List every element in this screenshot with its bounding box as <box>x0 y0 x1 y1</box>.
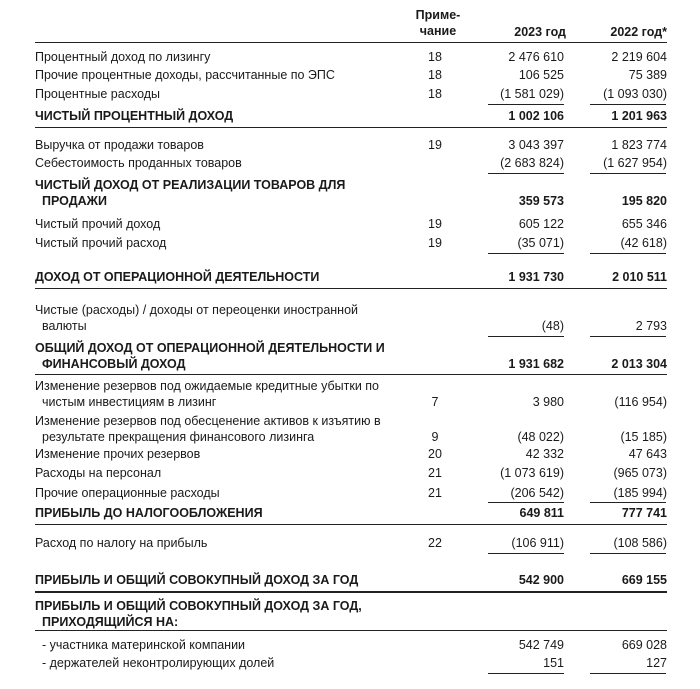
row-label-line1: Чистые (расходы) / доходы от переоценки иностранной <box>35 303 359 317</box>
row-note: 20 <box>428 447 442 461</box>
section-rule <box>35 630 667 631</box>
row-value-2023: 3 043 397 <box>508 138 564 152</box>
row-value-2023: 1 002 106 <box>508 109 564 123</box>
row-value-2023: 359 573 <box>518 194 564 208</box>
row-note: 18 <box>428 68 442 82</box>
row-label: Изменение прочих резервов <box>35 447 201 461</box>
row-value-2023: 42 332 <box>525 447 564 461</box>
row-value-2023: (106 911) <box>511 536 564 550</box>
section-rule <box>35 374 667 375</box>
subtotal-rule <box>488 173 564 174</box>
row-value-2022: 1 823 774 <box>611 138 667 152</box>
row-value-2023: 151 <box>543 656 564 670</box>
row-value-2022: (108 586) <box>613 536 667 550</box>
row-label <box>35 378 410 410</box>
row-label-line1: ОБЩИЙ ДОХОД ОТ ОПЕРАЦИОННОЙ ДЕЯТЕЛЬНОСТИ И <box>35 341 385 355</box>
row-value-2023: (48) <box>541 319 564 333</box>
row-value-2022: 75 389 <box>628 68 667 82</box>
row-note: 21 <box>428 486 442 500</box>
header-2023: 2023 год <box>514 25 566 39</box>
row-label: Чистый прочий доход <box>35 217 161 231</box>
section-rule <box>35 288 667 289</box>
row-value-2022: 2 013 304 <box>611 357 667 371</box>
row-label: Процентные расходы <box>35 87 161 101</box>
header-rule <box>35 42 667 43</box>
subtotal-rule <box>590 673 666 674</box>
row-value-2023: (206 542) <box>510 486 564 500</box>
row-label-line2: чистым инвестициям в лизинг <box>42 395 217 409</box>
row-label: Расход по налогу на прибыль <box>35 536 208 550</box>
subtotal-rule <box>590 173 666 174</box>
row-note: 19 <box>428 236 442 250</box>
row-label <box>35 177 410 209</box>
row-label <box>35 413 410 445</box>
row-value-2023: 542 749 <box>518 638 564 652</box>
row-value-2022: 1 201 963 <box>611 109 667 123</box>
row-value-2022: (1 093 030) <box>603 87 667 101</box>
subtotal-rule <box>488 553 564 554</box>
row-label: ПРИБЫЛЬ ДО НАЛОГООБЛОЖЕНИЯ <box>35 506 263 520</box>
row-value-2023: 1 931 730 <box>508 270 564 284</box>
row-label: ЧИСТЫЙ ПРОЦЕНТНЫЙ ДОХОД <box>35 109 234 123</box>
row-label-line1: Изменение резервов под обесценение активов к изъятию в <box>35 414 381 428</box>
row-note: 9 <box>431 430 439 444</box>
row-value-2022: 669 028 <box>621 638 667 652</box>
section-rule <box>35 127 667 128</box>
row-value-2022: 655 346 <box>621 217 667 231</box>
row-label-line2: результате прекращения финансового лизинга <box>42 430 315 444</box>
row-value-2022: (965 073) <box>613 466 667 480</box>
subtotal-rule <box>590 502 666 503</box>
row-label <box>35 598 410 630</box>
header-2022: 2022 год* <box>610 25 667 39</box>
row-label-line1: ЧИСТЫЙ ДОХОД ОТ РЕАЛИЗАЦИИ ТОВАРОВ ДЛЯ <box>35 178 346 192</box>
row-value-2022: 47 643 <box>628 447 667 461</box>
subtotal-rule <box>488 336 564 337</box>
row-value-2023: 542 900 <box>518 573 564 587</box>
row-label-line2: валюты <box>42 319 87 333</box>
row-label: Выручка от продажи товаров <box>35 138 204 152</box>
subtotal-rule <box>590 553 666 554</box>
row-note: 18 <box>428 50 442 64</box>
row-label: ПРИБЫЛЬ И ОБЩИЙ СОВОКУПНЫЙ ДОХОД ЗА ГОД <box>35 573 359 587</box>
row-label: Чистый прочий расход <box>35 236 167 250</box>
header-note-line1: Приме- <box>415 8 461 22</box>
row-label: Себестоимость проданных товаров <box>35 156 242 170</box>
row-value-2022: (1 627 954) <box>603 156 667 170</box>
row-label <box>35 340 410 372</box>
header-note-line2: чание <box>419 24 457 38</box>
row-value-2022: (15 185) <box>620 430 667 444</box>
row-label: Прочие операционные расходы <box>35 486 220 500</box>
section-rule <box>35 591 667 593</box>
row-label: Прочие процентные доходы, рассчитанные по ЭПС <box>35 68 335 82</box>
row-label: - участника материнской компании <box>42 638 246 652</box>
row-value-2023: 649 811 <box>519 506 564 520</box>
row-label: Процентный доход по лизингу <box>35 50 211 64</box>
row-value-2022: 2 219 604 <box>611 50 667 64</box>
subtotal-rule <box>488 253 564 254</box>
row-value-2022: (185 994) <box>613 486 667 500</box>
subtotal-rule <box>590 336 666 337</box>
row-value-2023: 605 122 <box>518 217 564 231</box>
row-value-2022: 2 793 <box>635 319 667 333</box>
row-label: Расходы на персонал <box>35 466 162 480</box>
row-note: 7 <box>431 395 439 409</box>
row-value-2023: (1 581 029) <box>500 87 564 101</box>
row-value-2023: 1 931 682 <box>508 357 564 371</box>
row-value-2023: (48 022) <box>517 430 564 444</box>
row-label-line1: ПРИБЫЛЬ И ОБЩИЙ СОВОКУПНЫЙ ДОХОД ЗА ГОД, <box>35 599 362 613</box>
row-value-2022: 2 010 511 <box>612 270 667 284</box>
row-note: 21 <box>428 466 442 480</box>
row-label <box>35 302 410 334</box>
row-label-line1: Изменение резервов под ожидаемые кредитные убытки по <box>35 379 380 393</box>
row-label-line2: ПРИХОДЯЩИЙСЯ НА: <box>42 615 179 629</box>
row-value-2022: 195 820 <box>621 194 667 208</box>
subtotal-rule <box>590 104 666 105</box>
row-value-2023: 3 980 <box>532 395 564 409</box>
row-note: 22 <box>428 536 442 550</box>
row-value-2023: (35 071) <box>517 236 564 250</box>
row-note: 19 <box>428 138 442 152</box>
header-note <box>408 7 468 39</box>
row-value-2022: 777 741 <box>621 506 667 520</box>
row-value-2022: (116 954) <box>614 395 667 409</box>
row-label: - держателей неконтролирующих долей <box>42 656 275 670</box>
row-note: 18 <box>428 87 442 101</box>
row-value-2022: 127 <box>646 656 667 670</box>
row-value-2023: (2 683 824) <box>500 156 564 170</box>
row-value-2022: (42 618) <box>620 236 667 250</box>
section-rule <box>35 524 667 525</box>
subtotal-rule <box>488 104 564 105</box>
row-value-2022: 669 155 <box>621 573 667 587</box>
row-value-2023: 2 476 610 <box>508 50 564 64</box>
row-label: ДОХОД ОТ ОПЕРАЦИОННОЙ ДЕЯТЕЛЬНОСТИ <box>35 270 320 284</box>
row-value-2023: (1 073 619) <box>500 466 564 480</box>
row-note: 19 <box>428 217 442 231</box>
subtotal-rule <box>488 502 564 503</box>
row-value-2023: 106 525 <box>518 68 564 82</box>
subtotal-rule <box>488 673 564 674</box>
row-label-line2: ПРОДАЖИ <box>42 194 107 208</box>
row-label-line2: ФИНАНСОВЫЙ ДОХОД <box>42 357 186 371</box>
subtotal-rule <box>590 253 666 254</box>
